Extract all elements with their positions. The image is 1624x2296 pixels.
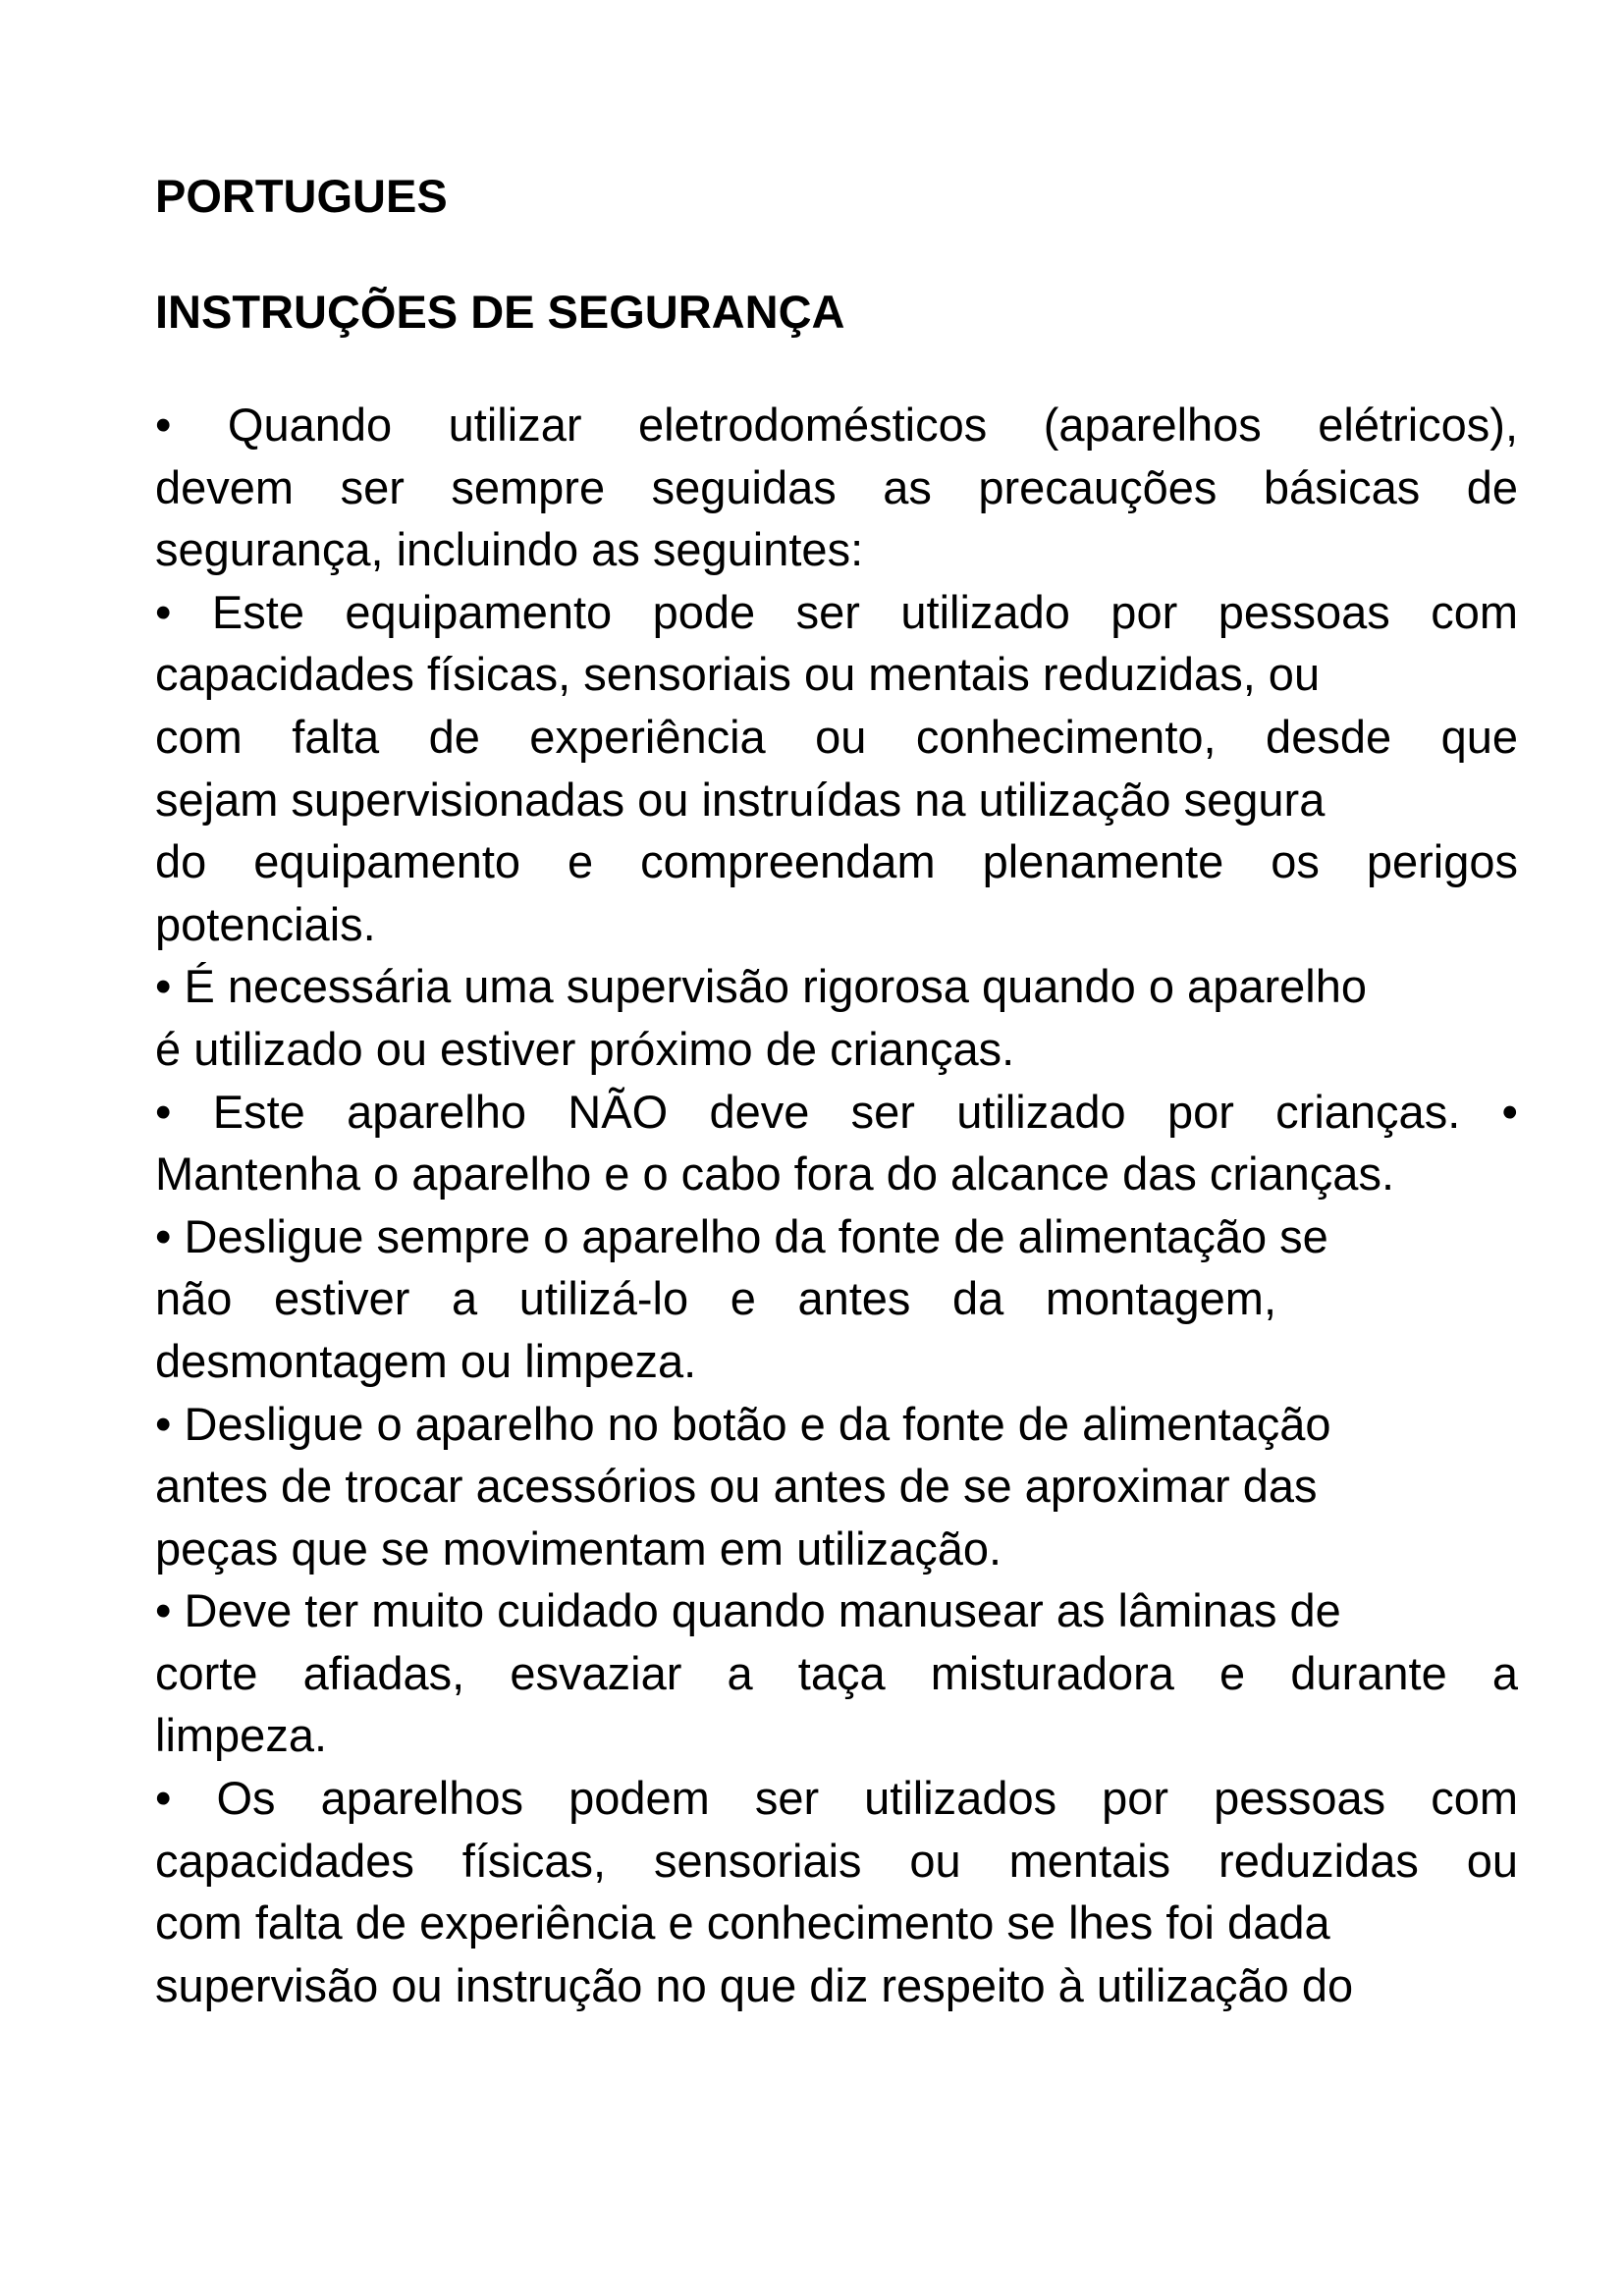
body-text-line: não estiver a utilizá-lo e antes da montagem, bbox=[155, 1272, 1276, 1325]
body-text-line: • É necessária uma supervisão rigorosa quando o aparelho bbox=[155, 960, 1367, 1013]
body-text-line: supervisão ou instrução no que diz respeito à utilização do bbox=[155, 1958, 1354, 2011]
body-text-line: desmontagem ou limpeza. bbox=[155, 1334, 697, 1387]
body-text-line: • Este equipamento pode ser utilizado por pessoas com bbox=[155, 585, 1518, 638]
safety-instructions-text bbox=[155, 394, 1530, 2016]
body-text-line: do equipamento e compreendam plenamente os perigos bbox=[155, 835, 1518, 888]
body-text-line: • Desligue sempre o aparelho da fonte de alimentação se bbox=[155, 1209, 1328, 1262]
body-text-line: devem ser sempre seguidas as precauções básicas de bbox=[155, 460, 1518, 513]
body-text-line: com falta de experiência ou conhecimento, desde que bbox=[155, 710, 1518, 763]
body-text-line: • Deve ter muito cuidado quando manusear as lâminas de bbox=[155, 1584, 1341, 1637]
body-text-line: antes de trocar acessórios ou antes de se aproximar das bbox=[155, 1460, 1318, 1513]
section-title: INSTRUÇÕES DE SEGURANÇA bbox=[155, 286, 845, 338]
body-text-line: capacidades físicas, sensoriais ou mentais reduzidas ou bbox=[155, 1834, 1518, 1887]
body-text-line: • Este aparelho NÃO deve ser utilizado por crianças. • bbox=[155, 1085, 1518, 1138]
body-text-line: corte afiadas, esvaziar a taça misturadora e durante a bbox=[155, 1646, 1518, 1699]
language-title: PORTUGUES bbox=[155, 170, 448, 222]
body-text-line: peças que se movimentam em utilização. bbox=[155, 1522, 1002, 1575]
body-text-line: potenciais. bbox=[155, 897, 376, 950]
body-text-line: é utilizado ou estiver próximo de crianças. bbox=[155, 1022, 1015, 1075]
body-text-line: Mantenha o aparelho e o cabo fora do alcance das crianças. bbox=[155, 1148, 1395, 1201]
document-page bbox=[155, 167, 1530, 2016]
body-text-line: capacidades físicas, sensoriais ou mentais reduzidas, ou bbox=[155, 648, 1321, 701]
body-text-line: sejam supervisionadas ou instruídas na utilização segura bbox=[155, 773, 1326, 826]
body-text-line: • Desligue o aparelho no botão e da fonte de alimentação bbox=[155, 1397, 1331, 1450]
body-text-line: • Quando utilizar eletrodomésticos (aparelhos elétricos), bbox=[155, 399, 1518, 451]
body-text-line: • Os aparelhos podem ser utilizados por pessoas com bbox=[155, 1772, 1518, 1825]
body-text-line: limpeza. bbox=[155, 1709, 328, 1762]
body-text-line: segurança, incluindo as seguintes: bbox=[155, 523, 864, 576]
body-text-line: com falta de experiência e conhecimento se lhes foi dada bbox=[155, 1896, 1330, 1949]
